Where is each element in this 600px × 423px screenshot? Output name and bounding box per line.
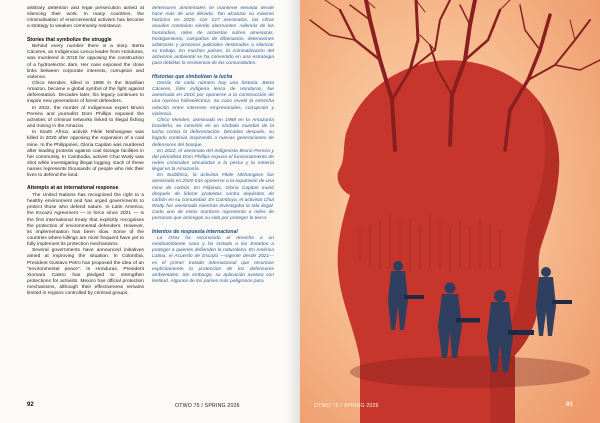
english-column <box>27 6 144 396</box>
intro-paragraph: arbitrary detention and legal persecution aimed at silencing their work. In many countries, the criminalisation of environmental activism has become a strategy to weaken community resistance. <box>27 6 144 30</box>
illustration <box>300 0 600 423</box>
body-paragraph: La ONU ha reconocido el derecho a un medioambiente sano y ha instado a los Estados a proteger a quienes defienden la naturaleza. En América Latina, el Acuerdo de Escazú —vigente desde 2021— es el primer tratado internacional que reconoce explícitamente la protección de los defensores ambientales. Sin embargo, su aplicación avanza con lentitud. Algunos de los países más peligrosos para <box>152 235 274 285</box>
body-paragraph: Chico Mendes, asesinado en 1988 en la Amazonía brasileña, se convirtió en un símbolo mundial de la lucha contra la deforestación. Décadas después, su legado continúa inspirando a nuevas generaciones de defensores del bosque. <box>152 117 274 148</box>
body-paragraph: Chico Mendes, killed in 1988 in the Brazilian Amazon, became a global symbol of the fight against deforestation. Decades later, his legacy continues to inspire new generations of forest defenders. <box>27 80 144 105</box>
section-heading: Stories that symbolize the struggle <box>27 36 112 43</box>
page-number: 93 <box>566 402 573 408</box>
gutter-shadow <box>286 0 300 423</box>
ground-shadow <box>350 356 590 388</box>
spanish-column <box>152 6 274 396</box>
body-paragraph: Detrás de cada número hay una historia. Berta Cáceres, líder indígena lenca de Honduras, fue asesinada en 2016 por oponerse a la construcción de una represa hidroeléctrica. Su caso reveló la estrecha relación entre intereses empresariales, corrupción y violencia. <box>152 80 274 117</box>
body-paragraph: Behind every number there is a story. Berta Cáceres, an Indigenous Lenca leader from Honduras, was murdered in 2016 for opposing the construction of a hydroelectric dam. Her case exposed the close links between corporate interests, corruption and violence. <box>27 44 144 80</box>
page-number: 92 <box>27 402 34 408</box>
body-paragraph: En 2022, el asesinato del indigenista Bruno Pereira y del periodista Dom Phillips expuso el funcionamiento de redes criminales vinculadas a la pesca y la minería ilegal en la Amazonía. <box>152 148 274 173</box>
section-heading: Intentos de respuesta internacional <box>152 228 238 235</box>
right-page-illustration <box>300 0 600 423</box>
body-paragraph: In South Africa, activist Fikile Ntshangase was killed in 2020 after opposing the expansion of a coal mine. In the Philippines, Gloria Capitan was murdered after leading protests against coal storage facilities in her community. In Cambodia, activist Chut Wutty was shot while investigating illegal logging. Each of these names represents thousands of people who risk their lives to defend the land. <box>27 130 144 179</box>
running-footer: OTWO 75 / SPRING 2026 <box>314 403 379 409</box>
intro-paragraph: defensores ambientales se mantiene elevada desde hace más de una década. Tan alcanzar su máximo histórico en 2020, con 227 asesinatos, las cifras anuales continúan siendo alarmantes. Además de los homicidios, miles de activistas sufren amenazas, hostigamiento, campañas de difamación, detenciones arbitrarias y procesos judiciales destinados a silenciar su trabajo. En muchos países, la criminalización del activismo ambiental se ha convertido en una estrategia para debilitar la resistencia de las comunidades. <box>152 6 274 67</box>
running-footer: OTWO 75 / SPRING 2026 <box>175 403 240 409</box>
section-heading: Historias que simbolizan la lucha <box>152 73 233 80</box>
body-paragraph: En Sudáfrica, la activista Fikile Ntshangase fue asesinada en 2020 tras oponerse a la expansión de una mina de carbón. En Filipinas, Gloria Capitan murió después de liderar protestas contra depósitos de carbón en su comunidad. En Camboya, el activista Chut Wutty fue asesinado mientras investigaba la tala ilegal. Cada uno de estos nombres representa a miles de personas que arriesgan su vida por proteger la tierra. <box>152 173 274 222</box>
section-heading: Attempts at an international response <box>27 185 119 192</box>
body-paragraph: Several governments have announced initiatives aimed at improving the situation. In Colombia, President Gustavo Petro has proposed the idea of an "environmental peace". In Honduras, President Xiomara Castro has pledged to strengthen protections for activists. Mexico has official protection mechanisms, although their effectiveness remains limited in regions controlled by criminal groups. <box>27 248 144 297</box>
body-paragraph: The United Nations has recognised the right to a healthy environment and has urged governments to protect those who defend nature. In Latin America, the Escazú Agreement — in force since 2021 — is the first international treaty that explicitly recognises the protection of environmental defenders. However, its implementation has been slow. Some of the countries where killings are most frequent have yet to fully implement its protection mechanisms. <box>27 192 144 248</box>
body-paragraph: In 2022, the murder of Indigenous expert Bruno Pereira and journalist Dom Phillips exposed the activities of criminal networks linked to illegal fishing and mining in the Amazon. <box>27 105 144 130</box>
